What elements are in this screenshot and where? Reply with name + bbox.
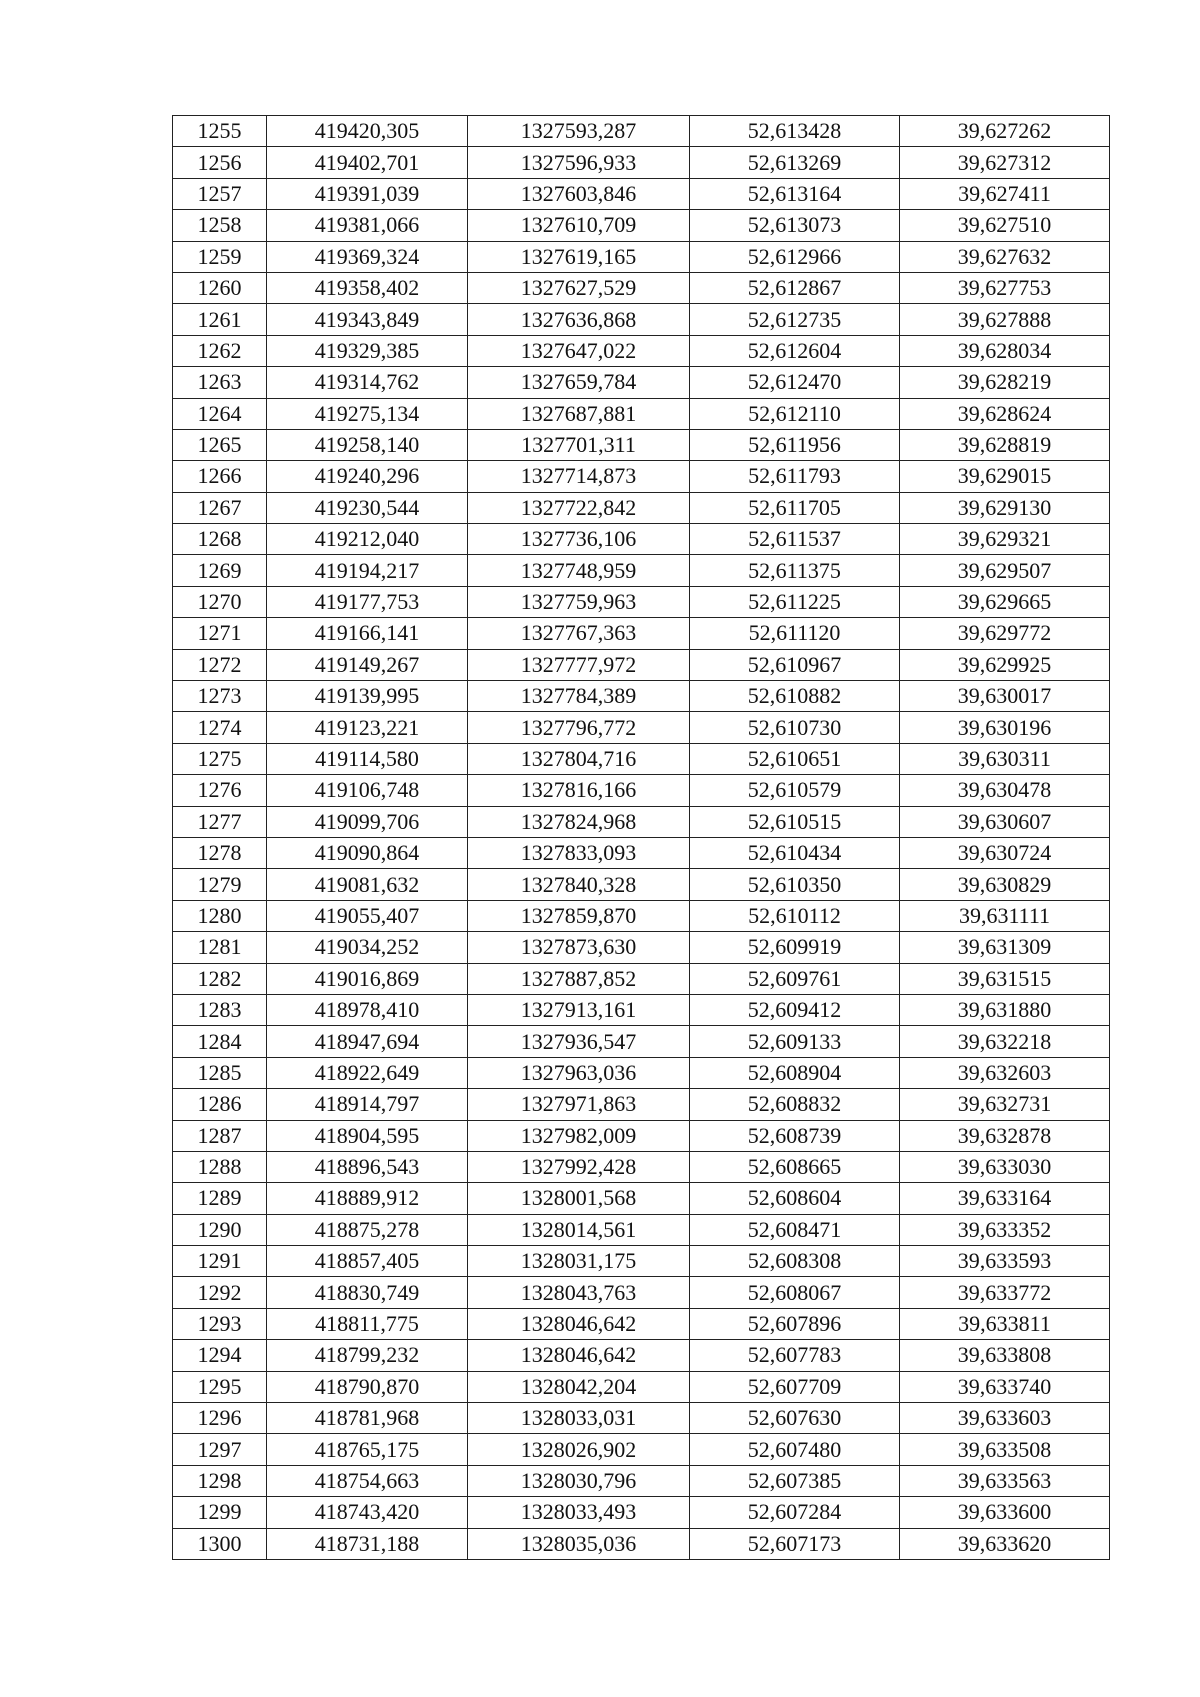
table-row xyxy=(173,241,1110,272)
table-row xyxy=(173,367,1110,398)
x-coordinate-cell: 419090,864 xyxy=(267,837,468,868)
latitude-cell: 52,608308 xyxy=(690,1246,900,1277)
table-row xyxy=(173,461,1110,492)
y-coordinate-cell: 1328030,796 xyxy=(468,1465,690,1496)
longitude-cell: 39,630478 xyxy=(900,775,1110,806)
x-coordinate-cell: 419275,134 xyxy=(267,398,468,429)
latitude-cell: 52,610730 xyxy=(690,712,900,743)
x-coordinate-cell: 419391,039 xyxy=(267,178,468,209)
point-number-cell: 1279 xyxy=(173,869,267,900)
y-coordinate-cell: 1327971,863 xyxy=(468,1089,690,1120)
latitude-cell: 52,607284 xyxy=(690,1497,900,1528)
y-coordinate-cell: 1327603,846 xyxy=(468,178,690,209)
point-number-cell: 1259 xyxy=(173,241,267,272)
y-coordinate-cell: 1327593,287 xyxy=(468,116,690,147)
longitude-cell: 39,627632 xyxy=(900,241,1110,272)
x-coordinate-cell: 419149,267 xyxy=(267,649,468,680)
point-number-cell: 1282 xyxy=(173,963,267,994)
table-row xyxy=(173,210,1110,241)
longitude-cell: 39,628819 xyxy=(900,429,1110,460)
y-coordinate-cell: 1328001,568 xyxy=(468,1183,690,1214)
point-number-cell: 1272 xyxy=(173,649,267,680)
x-coordinate-cell: 419034,252 xyxy=(267,932,468,963)
point-number-cell: 1288 xyxy=(173,1151,267,1182)
point-number-cell: 1274 xyxy=(173,712,267,743)
table-row xyxy=(173,1528,1110,1559)
table-row xyxy=(173,743,1110,774)
longitude-cell: 39,633352 xyxy=(900,1214,1110,1245)
point-number-cell: 1294 xyxy=(173,1340,267,1371)
y-coordinate-cell: 1327687,881 xyxy=(468,398,690,429)
table-row xyxy=(173,1151,1110,1182)
y-coordinate-cell: 1327796,772 xyxy=(468,712,690,743)
longitude-cell: 39,630017 xyxy=(900,681,1110,712)
table-row xyxy=(173,1026,1110,1057)
point-number-cell: 1260 xyxy=(173,272,267,303)
y-coordinate-cell: 1327982,009 xyxy=(468,1120,690,1151)
x-coordinate-cell: 419123,221 xyxy=(267,712,468,743)
table-row xyxy=(173,1434,1110,1465)
y-coordinate-cell: 1327992,428 xyxy=(468,1151,690,1182)
latitude-cell: 52,611375 xyxy=(690,555,900,586)
table-row xyxy=(173,1089,1110,1120)
point-number-cell: 1295 xyxy=(173,1371,267,1402)
longitude-cell: 39,629772 xyxy=(900,618,1110,649)
x-coordinate-cell: 419358,402 xyxy=(267,272,468,303)
point-number-cell: 1280 xyxy=(173,900,267,931)
y-coordinate-cell: 1327913,161 xyxy=(468,994,690,1025)
y-coordinate-cell: 1327610,709 xyxy=(468,210,690,241)
table-row xyxy=(173,555,1110,586)
x-coordinate-cell: 418922,649 xyxy=(267,1057,468,1088)
point-number-cell: 1281 xyxy=(173,932,267,963)
longitude-cell: 39,633620 xyxy=(900,1528,1110,1559)
y-coordinate-cell: 1327873,630 xyxy=(468,932,690,963)
latitude-cell: 52,612966 xyxy=(690,241,900,272)
latitude-cell: 52,613428 xyxy=(690,116,900,147)
point-number-cell: 1270 xyxy=(173,586,267,617)
y-coordinate-cell: 1328033,031 xyxy=(468,1403,690,1434)
x-coordinate-cell: 419177,753 xyxy=(267,586,468,617)
y-coordinate-cell: 1327714,873 xyxy=(468,461,690,492)
x-coordinate-cell: 418731,188 xyxy=(267,1528,468,1559)
x-coordinate-cell: 418781,968 xyxy=(267,1403,468,1434)
y-coordinate-cell: 1327859,870 xyxy=(468,900,690,931)
y-coordinate-cell: 1327816,166 xyxy=(468,775,690,806)
x-coordinate-cell: 419212,040 xyxy=(267,524,468,555)
point-number-cell: 1297 xyxy=(173,1434,267,1465)
table-row xyxy=(173,932,1110,963)
point-number-cell: 1298 xyxy=(173,1465,267,1496)
longitude-cell: 39,627411 xyxy=(900,178,1110,209)
longitude-cell: 39,629130 xyxy=(900,492,1110,523)
point-number-cell: 1289 xyxy=(173,1183,267,1214)
longitude-cell: 39,628034 xyxy=(900,335,1110,366)
latitude-cell: 52,611120 xyxy=(690,618,900,649)
y-coordinate-cell: 1328046,642 xyxy=(468,1340,690,1371)
y-coordinate-cell: 1327636,868 xyxy=(468,304,690,335)
x-coordinate-cell: 419369,324 xyxy=(267,241,468,272)
latitude-cell: 52,612867 xyxy=(690,272,900,303)
latitude-cell: 52,608739 xyxy=(690,1120,900,1151)
y-coordinate-cell: 1328043,763 xyxy=(468,1277,690,1308)
table-row xyxy=(173,335,1110,366)
y-coordinate-cell: 1328035,036 xyxy=(468,1528,690,1559)
point-number-cell: 1275 xyxy=(173,743,267,774)
x-coordinate-cell: 418830,749 xyxy=(267,1277,468,1308)
x-coordinate-cell: 419402,701 xyxy=(267,147,468,178)
x-coordinate-cell: 418889,912 xyxy=(267,1183,468,1214)
latitude-cell: 52,608665 xyxy=(690,1151,900,1182)
point-number-cell: 1273 xyxy=(173,681,267,712)
longitude-cell: 39,631309 xyxy=(900,932,1110,963)
latitude-cell: 52,611793 xyxy=(690,461,900,492)
latitude-cell: 52,608604 xyxy=(690,1183,900,1214)
x-coordinate-cell: 418790,870 xyxy=(267,1371,468,1402)
point-number-cell: 1287 xyxy=(173,1120,267,1151)
longitude-cell: 39,633030 xyxy=(900,1151,1110,1182)
point-number-cell: 1290 xyxy=(173,1214,267,1245)
longitude-cell: 39,633508 xyxy=(900,1434,1110,1465)
table-row xyxy=(173,712,1110,743)
latitude-cell: 52,607896 xyxy=(690,1308,900,1339)
x-coordinate-cell: 418896,543 xyxy=(267,1151,468,1182)
longitude-cell: 39,629925 xyxy=(900,649,1110,680)
point-number-cell: 1299 xyxy=(173,1497,267,1528)
latitude-cell: 52,607385 xyxy=(690,1465,900,1496)
y-coordinate-cell: 1327701,311 xyxy=(468,429,690,460)
longitude-cell: 39,633600 xyxy=(900,1497,1110,1528)
latitude-cell: 52,612735 xyxy=(690,304,900,335)
point-number-cell: 1255 xyxy=(173,116,267,147)
coordinates-table xyxy=(172,115,1110,1560)
latitude-cell: 52,611956 xyxy=(690,429,900,460)
point-number-cell: 1285 xyxy=(173,1057,267,1088)
longitude-cell: 39,630311 xyxy=(900,743,1110,774)
x-coordinate-cell: 418811,775 xyxy=(267,1308,468,1339)
longitude-cell: 39,633603 xyxy=(900,1403,1110,1434)
longitude-cell: 39,631515 xyxy=(900,963,1110,994)
table-row xyxy=(173,806,1110,837)
point-number-cell: 1293 xyxy=(173,1308,267,1339)
y-coordinate-cell: 1327619,165 xyxy=(468,241,690,272)
y-coordinate-cell: 1328031,175 xyxy=(468,1246,690,1277)
point-number-cell: 1257 xyxy=(173,178,267,209)
longitude-cell: 39,627753 xyxy=(900,272,1110,303)
point-number-cell: 1261 xyxy=(173,304,267,335)
latitude-cell: 52,608832 xyxy=(690,1089,900,1120)
point-number-cell: 1296 xyxy=(173,1403,267,1434)
longitude-cell: 39,630607 xyxy=(900,806,1110,837)
x-coordinate-cell: 418743,420 xyxy=(267,1497,468,1528)
x-coordinate-cell: 419114,580 xyxy=(267,743,468,774)
latitude-cell: 52,607630 xyxy=(690,1403,900,1434)
y-coordinate-cell: 1327833,093 xyxy=(468,837,690,868)
longitude-cell: 39,627510 xyxy=(900,210,1110,241)
table-row xyxy=(173,869,1110,900)
point-number-cell: 1278 xyxy=(173,837,267,868)
longitude-cell: 39,633772 xyxy=(900,1277,1110,1308)
longitude-cell: 39,627312 xyxy=(900,147,1110,178)
x-coordinate-cell: 418875,278 xyxy=(267,1214,468,1245)
point-number-cell: 1264 xyxy=(173,398,267,429)
longitude-cell: 39,629507 xyxy=(900,555,1110,586)
longitude-cell: 39,632218 xyxy=(900,1026,1110,1057)
table-row xyxy=(173,586,1110,617)
x-coordinate-cell: 419314,762 xyxy=(267,367,468,398)
table-row xyxy=(173,1246,1110,1277)
table-row xyxy=(173,116,1110,147)
x-coordinate-cell: 419106,748 xyxy=(267,775,468,806)
point-number-cell: 1267 xyxy=(173,492,267,523)
x-coordinate-cell: 419194,217 xyxy=(267,555,468,586)
longitude-cell: 39,627888 xyxy=(900,304,1110,335)
y-coordinate-cell: 1327777,972 xyxy=(468,649,690,680)
table-row xyxy=(173,1340,1110,1371)
x-coordinate-cell: 419420,305 xyxy=(267,116,468,147)
latitude-cell: 52,610651 xyxy=(690,743,900,774)
table-row xyxy=(173,1277,1110,1308)
coordinates-table-body xyxy=(173,116,1110,1560)
y-coordinate-cell: 1327824,968 xyxy=(468,806,690,837)
longitude-cell: 39,630724 xyxy=(900,837,1110,868)
y-coordinate-cell: 1327748,959 xyxy=(468,555,690,586)
latitude-cell: 52,610967 xyxy=(690,649,900,680)
table-row xyxy=(173,775,1110,806)
table-row xyxy=(173,178,1110,209)
table-row xyxy=(173,994,1110,1025)
y-coordinate-cell: 1327647,022 xyxy=(468,335,690,366)
point-number-cell: 1286 xyxy=(173,1089,267,1120)
y-coordinate-cell: 1328033,493 xyxy=(468,1497,690,1528)
x-coordinate-cell: 418799,232 xyxy=(267,1340,468,1371)
table-row xyxy=(173,429,1110,460)
point-number-cell: 1269 xyxy=(173,555,267,586)
latitude-cell: 52,611225 xyxy=(690,586,900,617)
longitude-cell: 39,627262 xyxy=(900,116,1110,147)
y-coordinate-cell: 1327963,036 xyxy=(468,1057,690,1088)
table-row xyxy=(173,1183,1110,1214)
latitude-cell: 52,611537 xyxy=(690,524,900,555)
x-coordinate-cell: 419230,544 xyxy=(267,492,468,523)
y-coordinate-cell: 1327627,529 xyxy=(468,272,690,303)
x-coordinate-cell: 418904,595 xyxy=(267,1120,468,1151)
x-coordinate-cell: 419016,869 xyxy=(267,963,468,994)
table-row xyxy=(173,681,1110,712)
point-number-cell: 1268 xyxy=(173,524,267,555)
y-coordinate-cell: 1328014,561 xyxy=(468,1214,690,1245)
y-coordinate-cell: 1327767,363 xyxy=(468,618,690,649)
latitude-cell: 52,613164 xyxy=(690,178,900,209)
y-coordinate-cell: 1327736,106 xyxy=(468,524,690,555)
table-row xyxy=(173,1497,1110,1528)
table-row xyxy=(173,272,1110,303)
longitude-cell: 39,633593 xyxy=(900,1246,1110,1277)
latitude-cell: 52,613269 xyxy=(690,147,900,178)
y-coordinate-cell: 1327887,852 xyxy=(468,963,690,994)
point-number-cell: 1300 xyxy=(173,1528,267,1559)
latitude-cell: 52,611705 xyxy=(690,492,900,523)
latitude-cell: 52,608067 xyxy=(690,1277,900,1308)
table-row xyxy=(173,398,1110,429)
y-coordinate-cell: 1328026,902 xyxy=(468,1434,690,1465)
table-row xyxy=(173,900,1110,931)
latitude-cell: 52,609761 xyxy=(690,963,900,994)
longitude-cell: 39,633164 xyxy=(900,1183,1110,1214)
latitude-cell: 52,610112 xyxy=(690,900,900,931)
point-number-cell: 1277 xyxy=(173,806,267,837)
point-number-cell: 1263 xyxy=(173,367,267,398)
latitude-cell: 52,612110 xyxy=(690,398,900,429)
y-coordinate-cell: 1327722,842 xyxy=(468,492,690,523)
x-coordinate-cell: 418754,663 xyxy=(267,1465,468,1496)
longitude-cell: 39,632603 xyxy=(900,1057,1110,1088)
table-row xyxy=(173,1308,1110,1339)
x-coordinate-cell: 418857,405 xyxy=(267,1246,468,1277)
x-coordinate-cell: 419139,995 xyxy=(267,681,468,712)
latitude-cell: 52,607173 xyxy=(690,1528,900,1559)
longitude-cell: 39,628219 xyxy=(900,367,1110,398)
x-coordinate-cell: 419381,066 xyxy=(267,210,468,241)
table-row xyxy=(173,524,1110,555)
latitude-cell: 52,612470 xyxy=(690,367,900,398)
longitude-cell: 39,629015 xyxy=(900,461,1110,492)
table-row xyxy=(173,1057,1110,1088)
point-number-cell: 1265 xyxy=(173,429,267,460)
table-row xyxy=(173,1120,1110,1151)
x-coordinate-cell: 419329,385 xyxy=(267,335,468,366)
table-row xyxy=(173,1371,1110,1402)
table-row xyxy=(173,963,1110,994)
latitude-cell: 52,613073 xyxy=(690,210,900,241)
table-row xyxy=(173,304,1110,335)
table-row xyxy=(173,1214,1110,1245)
latitude-cell: 52,610515 xyxy=(690,806,900,837)
longitude-cell: 39,629665 xyxy=(900,586,1110,617)
point-number-cell: 1256 xyxy=(173,147,267,178)
longitude-cell: 39,632731 xyxy=(900,1089,1110,1120)
point-number-cell: 1284 xyxy=(173,1026,267,1057)
latitude-cell: 52,610882 xyxy=(690,681,900,712)
point-number-cell: 1291 xyxy=(173,1246,267,1277)
y-coordinate-cell: 1327936,547 xyxy=(468,1026,690,1057)
latitude-cell: 52,608904 xyxy=(690,1057,900,1088)
longitude-cell: 39,630829 xyxy=(900,869,1110,900)
point-number-cell: 1271 xyxy=(173,618,267,649)
latitude-cell: 52,609133 xyxy=(690,1026,900,1057)
point-number-cell: 1262 xyxy=(173,335,267,366)
x-coordinate-cell: 419099,706 xyxy=(267,806,468,837)
longitude-cell: 39,633811 xyxy=(900,1308,1110,1339)
longitude-cell: 39,630196 xyxy=(900,712,1110,743)
latitude-cell: 52,612604 xyxy=(690,335,900,366)
y-coordinate-cell: 1327840,328 xyxy=(468,869,690,900)
table-row xyxy=(173,1465,1110,1496)
point-number-cell: 1266 xyxy=(173,461,267,492)
latitude-cell: 52,610579 xyxy=(690,775,900,806)
longitude-cell: 39,633808 xyxy=(900,1340,1110,1371)
latitude-cell: 52,607709 xyxy=(690,1371,900,1402)
point-number-cell: 1283 xyxy=(173,994,267,1025)
latitude-cell: 52,608471 xyxy=(690,1214,900,1245)
point-number-cell: 1292 xyxy=(173,1277,267,1308)
x-coordinate-cell: 419055,407 xyxy=(267,900,468,931)
table-row xyxy=(173,1403,1110,1434)
longitude-cell: 39,632878 xyxy=(900,1120,1110,1151)
longitude-cell: 39,631111 xyxy=(900,900,1110,931)
y-coordinate-cell: 1327659,784 xyxy=(468,367,690,398)
x-coordinate-cell: 419166,141 xyxy=(267,618,468,649)
longitude-cell: 39,631880 xyxy=(900,994,1110,1025)
y-coordinate-cell: 1327596,933 xyxy=(468,147,690,178)
longitude-cell: 39,633563 xyxy=(900,1465,1110,1496)
x-coordinate-cell: 419258,140 xyxy=(267,429,468,460)
table-row xyxy=(173,837,1110,868)
x-coordinate-cell: 419240,296 xyxy=(267,461,468,492)
point-number-cell: 1276 xyxy=(173,775,267,806)
y-coordinate-cell: 1328042,204 xyxy=(468,1371,690,1402)
x-coordinate-cell: 418978,410 xyxy=(267,994,468,1025)
latitude-cell: 52,609919 xyxy=(690,932,900,963)
y-coordinate-cell: 1327784,389 xyxy=(468,681,690,712)
table-row xyxy=(173,649,1110,680)
longitude-cell: 39,628624 xyxy=(900,398,1110,429)
latitude-cell: 52,610434 xyxy=(690,837,900,868)
longitude-cell: 39,629321 xyxy=(900,524,1110,555)
table-row xyxy=(173,618,1110,649)
y-coordinate-cell: 1327759,963 xyxy=(468,586,690,617)
table-row xyxy=(173,147,1110,178)
table-row xyxy=(173,492,1110,523)
latitude-cell: 52,609412 xyxy=(690,994,900,1025)
point-number-cell: 1258 xyxy=(173,210,267,241)
x-coordinate-cell: 418914,797 xyxy=(267,1089,468,1120)
latitude-cell: 52,607783 xyxy=(690,1340,900,1371)
x-coordinate-cell: 418947,694 xyxy=(267,1026,468,1057)
x-coordinate-cell: 418765,175 xyxy=(267,1434,468,1465)
x-coordinate-cell: 419081,632 xyxy=(267,869,468,900)
x-coordinate-cell: 419343,849 xyxy=(267,304,468,335)
y-coordinate-cell: 1327804,716 xyxy=(468,743,690,774)
latitude-cell: 52,607480 xyxy=(690,1434,900,1465)
latitude-cell: 52,610350 xyxy=(690,869,900,900)
y-coordinate-cell: 1328046,642 xyxy=(468,1308,690,1339)
longitude-cell: 39,633740 xyxy=(900,1371,1110,1402)
